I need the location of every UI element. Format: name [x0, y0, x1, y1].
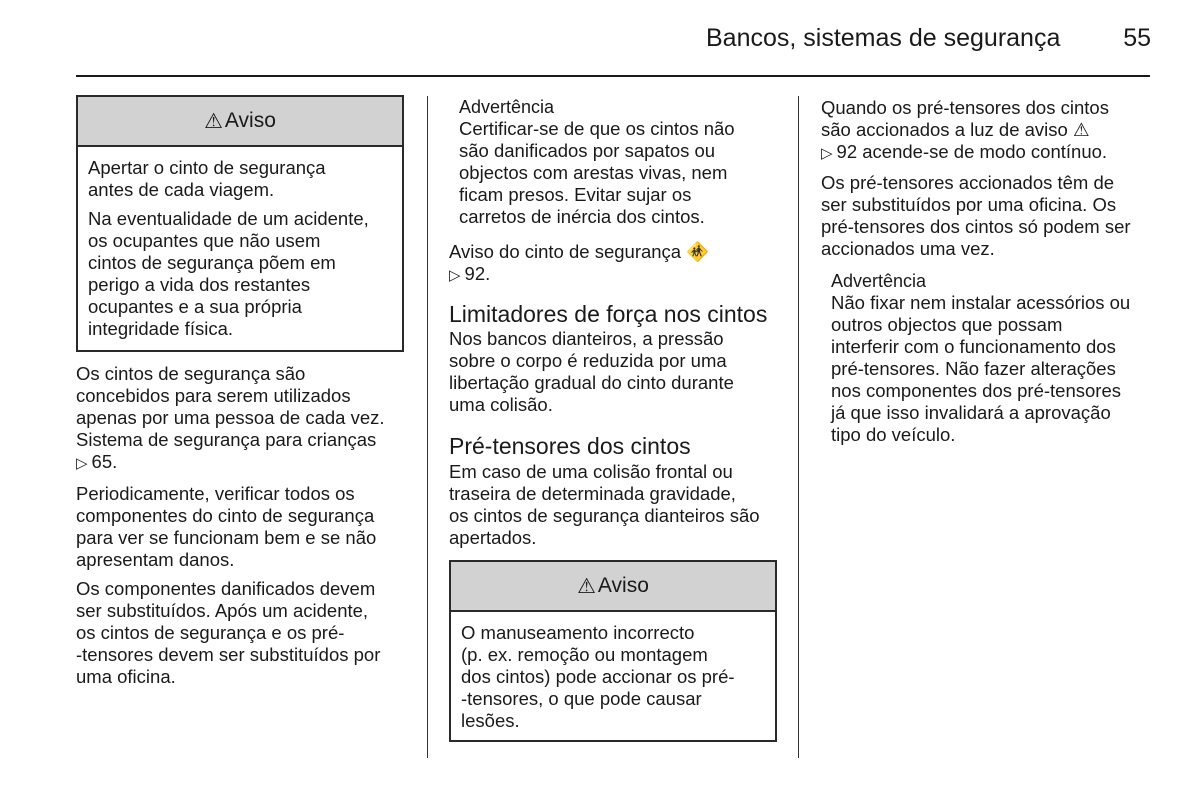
paragraph-belts-intro: Os cintos de segurança são concebidos para serem utilizados apenas por uma pessoa de cada vez. Sistema de segurança para crianças ▷ 65.	[76, 363, 385, 472]
paragraph-pretensioners: Em caso de uma colisão frontal ou traseira de determinada gravidade, os cintos de segurança dianteiros são apertados.	[449, 461, 760, 548]
warning-header	[78, 97, 402, 147]
warning-triangle-icon: ⚠	[577, 574, 596, 598]
page-reference-icon: ▷	[821, 145, 833, 162]
advertencia-text: Certificar-se de que os cintos não são danificados por sapatos ou objectos com arestas vivas, nem ficam presos. Evitar sujar os carretos de inércia dos cintos.	[459, 118, 735, 227]
warning-box-1	[76, 95, 404, 352]
cross-reference-text: 92 acende-se de modo contínuo.	[836, 141, 1108, 162]
page-reference-icon: ▷	[449, 267, 461, 284]
column-divider-2	[798, 96, 799, 758]
warning-paragraph: O manuseamento incorrecto (p. ex. remoção ou montagem dos cintos) pode accionar os pré- -tensores, o que pode causar lesões.	[461, 622, 735, 731]
advertencia-block-1	[459, 97, 735, 228]
warning-paragraph: Apertar o cinto de segurança antes de cada viagem.	[88, 157, 326, 200]
warning-title: Aviso	[597, 574, 649, 597]
advertencia-block-2	[831, 271, 1130, 446]
airbag-warning-icon: ⚠	[1072, 119, 1090, 140]
cross-reference-link[interactable]: 92.	[464, 263, 491, 284]
warning-header	[451, 562, 775, 612]
paragraph-warning-light: Quando os pré-tensores dos cintos são accionados a luz de aviso ⚠ ▷ 92 acende-se de modo contínuo.	[821, 97, 1109, 162]
advertencia-text: Não fixar nem instalar acessórios ou outros objectos que possam interferir com o funcionamento dos pré-tensores. Não fazer alterações nos componentes dos pré-tensores já que isso invalidará a aprovação tipo do veículo.	[831, 292, 1131, 445]
warning-triangle-icon: ⚠	[204, 109, 223, 133]
advertencia-title: Advertência	[459, 97, 555, 117]
page-header-title: Bancos, sistemas de segurança	[706, 24, 1061, 52]
heading-pretensioners: Pré-tensores dos cintos	[449, 433, 691, 459]
warning-paragraph: Na eventualidade de um acidente, os ocupantes que não usem cintos de segurança põem em perigo a vida dos restantes ocupantes e a sua própria integridade física.	[88, 208, 369, 339]
advertencia-title: Advertência	[831, 271, 927, 291]
seatbelt-warning-icon: 🚸	[686, 241, 710, 262]
heading-force-limiters: Limitadores de força nos cintos	[449, 301, 768, 327]
header-rule	[76, 75, 1150, 77]
paragraph-check: Periodicamente, verificar todos os componentes do cinto de segurança para ver se funcionam bem e se não apresentam danos.	[76, 483, 377, 570]
cross-reference-link[interactable]: 65.	[91, 451, 118, 472]
paragraph-force-limiters: Nos bancos dianteiros, a pressão sobre o corpo é reduzida por uma libertação gradual do cinto durante uma colisão.	[449, 328, 734, 415]
paragraph-belt-warning: Aviso do cinto de segurança 🚸 ▷ 92.	[449, 241, 710, 284]
paragraph-replace: Os componentes danificados devem ser substituídos. Após um acidente, os cintos de segurança e os pré- -tensores devem ser substituídos por uma oficina.	[76, 578, 381, 687]
paragraph-replace-pretensioners: Os pré-tensores accionados têm de ser substituídos por uma oficina. Os pré-tensores dos cintos só podem ser accionados uma vez.	[821, 172, 1131, 259]
page-number: 55	[1123, 24, 1151, 52]
column-divider-1	[427, 96, 428, 758]
page-reference-icon: ▷	[76, 455, 88, 472]
warning-box-2	[449, 560, 777, 742]
warning-title: Aviso	[224, 109, 276, 132]
